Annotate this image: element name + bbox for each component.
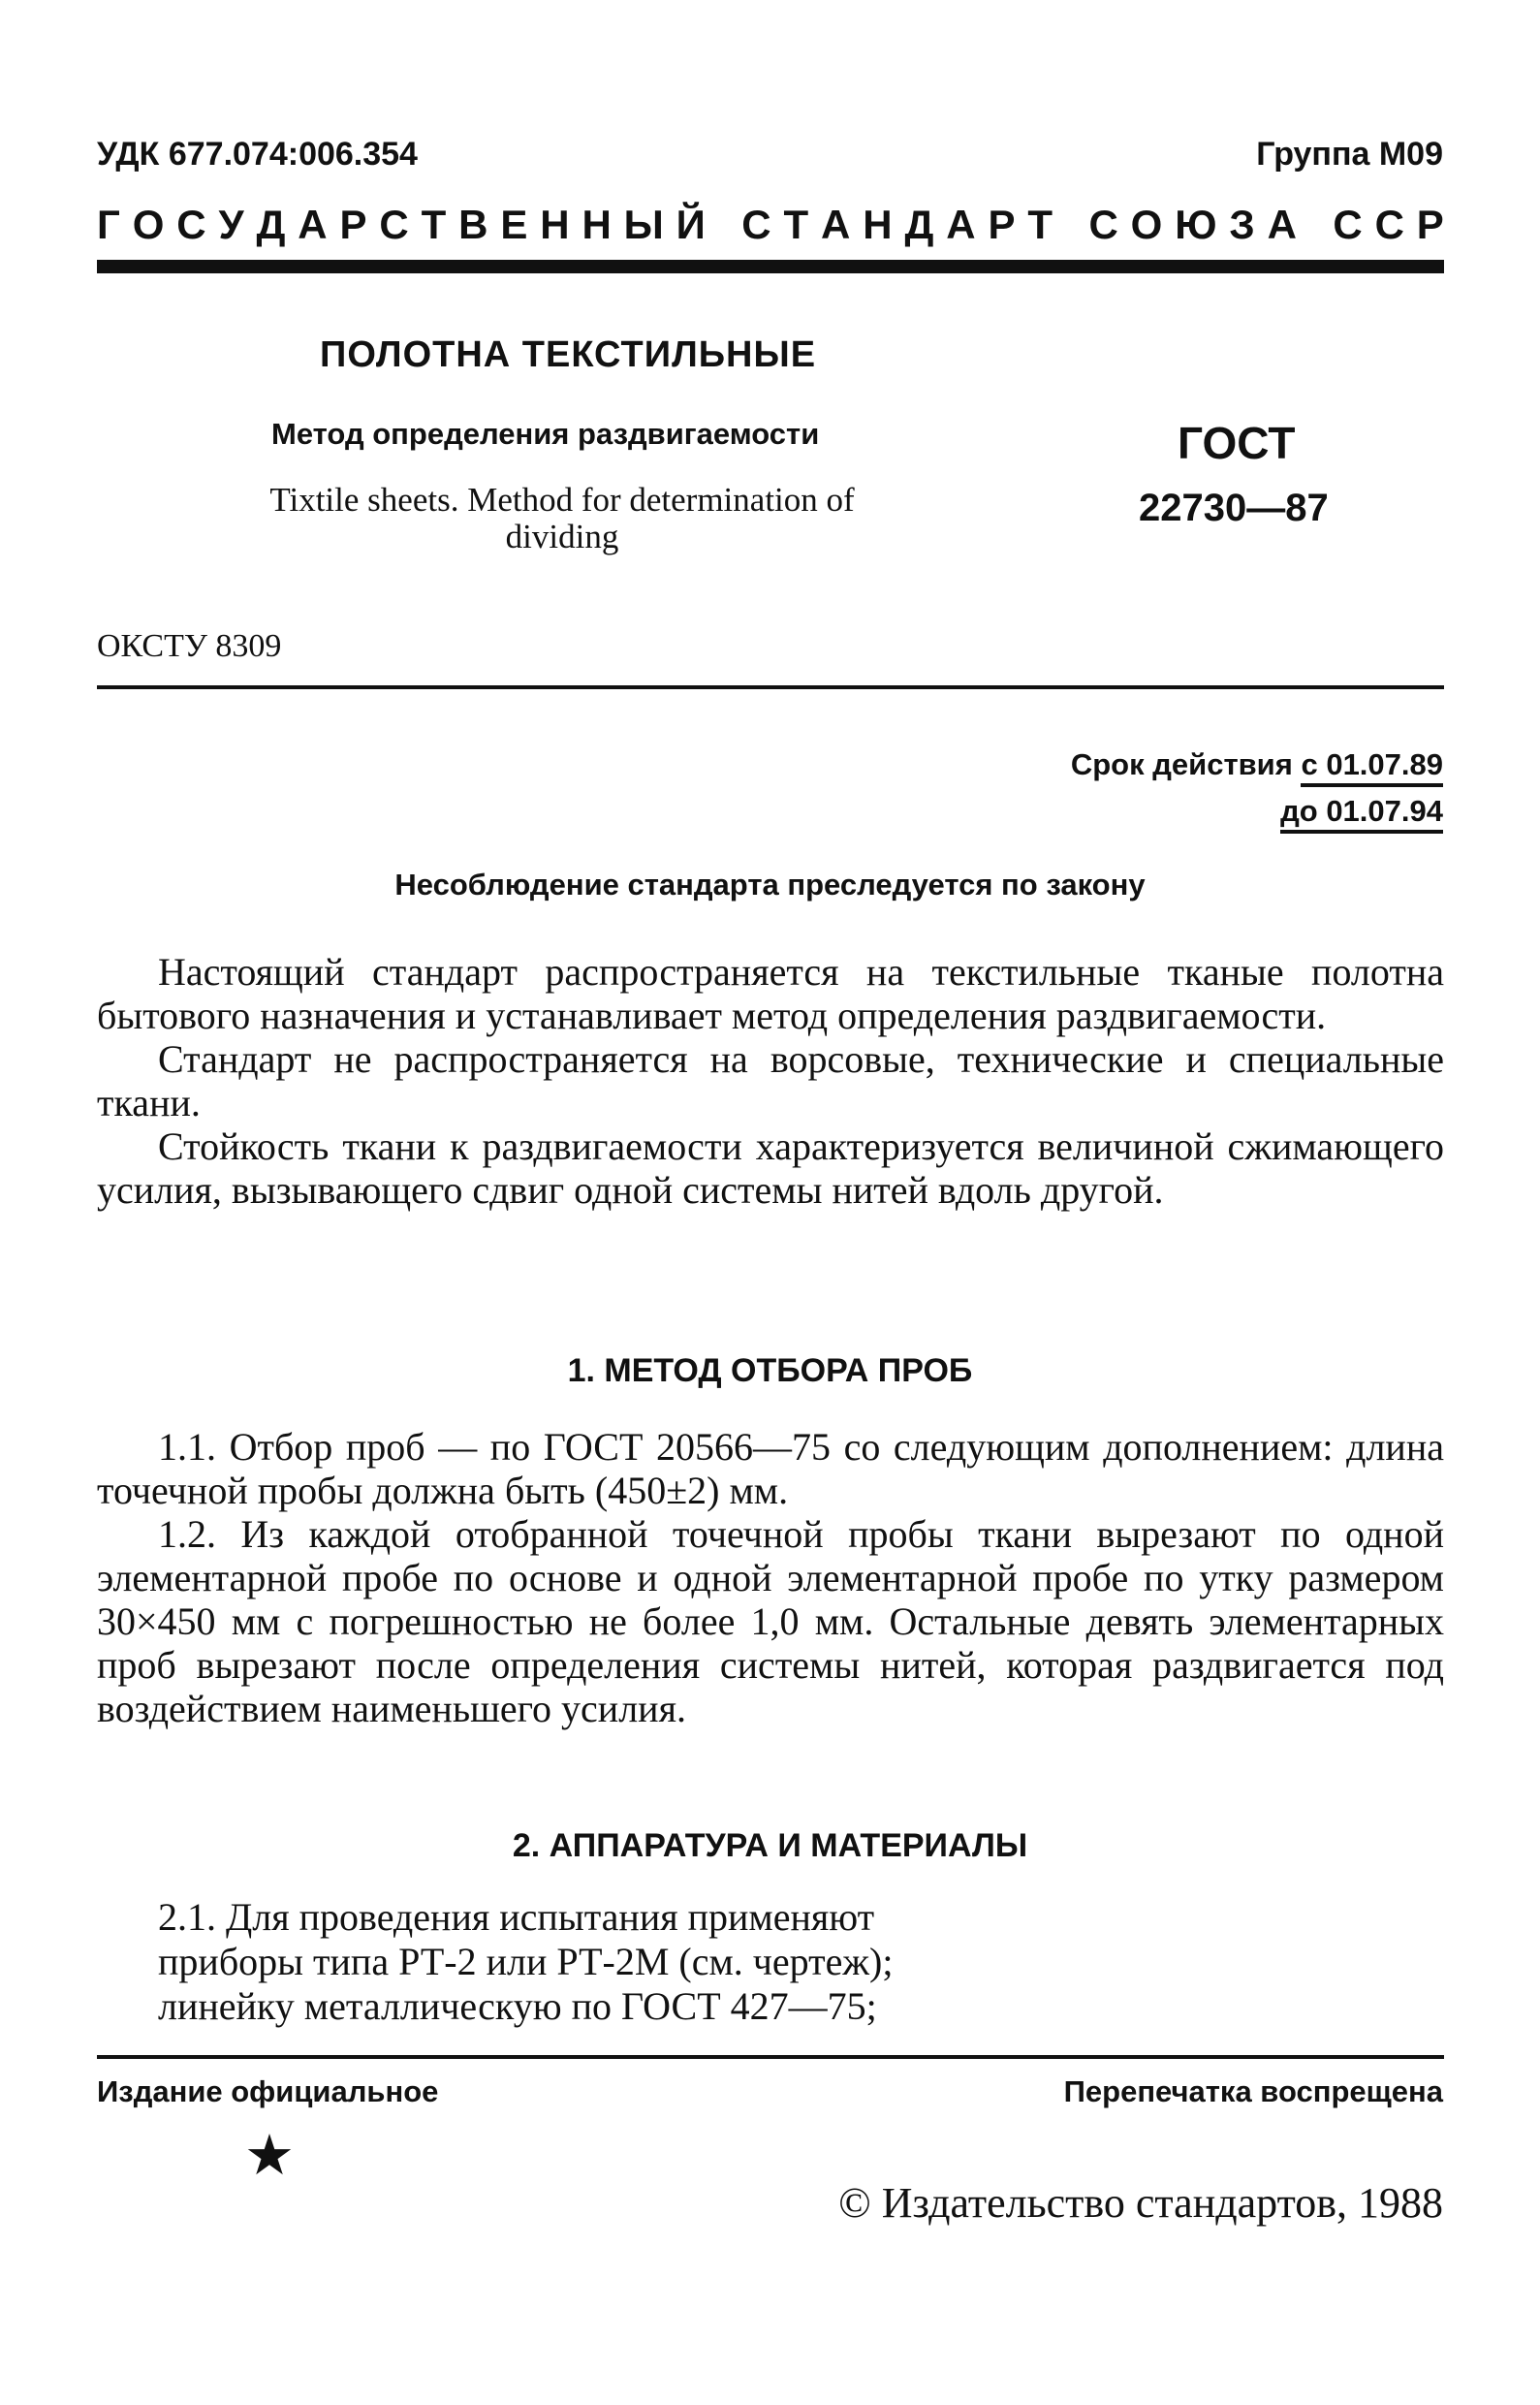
banner-letter: Т	[421, 202, 447, 247]
banner-letter: С	[1333, 202, 1363, 247]
banner-letter: А	[1267, 202, 1297, 247]
banner-letter: Г	[97, 202, 120, 247]
banner-letter: Т	[783, 202, 809, 247]
section-1-text	[97, 1425, 1444, 1730]
header-thick-rule	[97, 260, 1444, 273]
banner-letter: Р	[339, 202, 367, 247]
banner-letter: Е	[500, 202, 528, 247]
udk-code: УДК 677.074:006.354	[97, 136, 418, 173]
banner-letter	[1065, 202, 1077, 248]
banner-letter: С	[176, 202, 206, 247]
banner-letter: Д	[904, 202, 934, 247]
banner-letter	[1309, 202, 1321, 248]
banner-letter: С	[379, 202, 409, 247]
copyright-notice: © Издательство стандартов, 1988	[838, 2179, 1443, 2227]
banner-letter: С	[1088, 202, 1118, 247]
banner-letter: В	[458, 202, 488, 247]
intro-paragraph: Стандарт не распространяется на ворсовые, технические и специальные ткани.	[97, 1037, 1444, 1124]
subtitle-russian: Метод определения раздвигаемости	[271, 417, 820, 451]
section-paragraph: 1.2. Из каждой отобранной точечной пробы ткани вырезают по одной элементарной пробе по основе и одной элементарной пробе по утку размером 30×450 мм с погрешностью не более 1,0 мм. Остальные девять элементарных проб вырезают после определения системы нитей, которая раздвигается под воздействием наименьшего усилия.	[97, 1512, 1444, 1730]
section-line: приборы типа РТ-2 или РТ-2М (см. чертеж);	[158, 1940, 894, 1983]
banner-letter: З	[1229, 202, 1255, 247]
section-line: 2.1. Для проведения испытания применяют	[158, 1895, 875, 1939]
subtitle-english: Tixtile sheets. Method for determination of dividing	[269, 481, 855, 555]
footer-rule	[97, 2055, 1444, 2059]
reprint-prohibited-note: Перепечатка воспрещена	[1063, 2074, 1443, 2108]
banner-letter: А	[821, 202, 851, 247]
section-paragraph: 1.1. Отбор проб — по ГОСТ 20566—75 со следующим дополнением: длина точечной пробы должна быть (450±2) мм.	[97, 1425, 1444, 1512]
banner-letter: Й	[676, 202, 706, 247]
banner-letter: А	[946, 202, 976, 247]
gost-number: 22730—87	[1139, 487, 1329, 529]
banner-letter: Н	[581, 202, 612, 247]
section-line: линейку металлическую по ГОСТ 427—75;	[158, 1984, 877, 2028]
section-2-text	[158, 1895, 893, 2029]
group-code: Группа М09	[1256, 136, 1443, 173]
validity-to: до 01.07.94	[1280, 794, 1443, 834]
banner-letter: Р	[1416, 202, 1444, 247]
banner-letter: О	[132, 202, 165, 247]
banner-letter: У	[218, 202, 244, 247]
banner-letter: Н	[540, 202, 570, 247]
banner-letter: Н	[863, 202, 893, 247]
state-standard-banner	[97, 202, 1444, 248]
official-edition-note: Издание официальное	[97, 2074, 439, 2108]
validity-label: Срок действия	[1070, 747, 1293, 781]
section-1-heading: 1. МЕТОД ОТБОРА ПРОБ	[567, 1352, 973, 1389]
banner-letter	[718, 202, 730, 248]
divider-rule	[97, 685, 1444, 689]
validity-from: с 01.07.89	[1301, 747, 1443, 787]
section-2-heading: 2. АППАРАТУРА И МАТЕРИАЛЫ	[512, 1827, 1028, 1864]
document-title: ПОЛОТНА ТЕКСТИЛЬНЫЕ	[320, 334, 817, 375]
banner-letter: С	[1374, 202, 1404, 247]
legal-warning: Несоблюдение стандарта преследуется по закону	[394, 868, 1146, 902]
okstu-code: ОКСТУ 8309	[97, 628, 282, 664]
banner-letter: Т	[1027, 202, 1053, 247]
banner-letter: С	[741, 202, 771, 247]
banner-letter: Р	[988, 202, 1016, 247]
intro-paragraph: Стойкость ткани к раздвигаемости характеризуется величиной сжимающего усилия, вызывающего сдвиг одной системы нитей вдоль другой.	[97, 1124, 1444, 1212]
validity-period	[1071, 742, 1443, 835]
gost-label: ГОСТ	[1178, 418, 1296, 468]
intro-paragraph: Настоящий стандарт распространяется на текстильные тканые полотна бытового назначения и устанавливает метод определения раздвигаемости.	[97, 950, 1444, 1037]
banner-letter: Ю	[1175, 202, 1217, 247]
banner-letter: А	[298, 202, 328, 247]
star-icon: ★	[244, 2124, 295, 2187]
banner-letter: О	[1130, 202, 1163, 247]
banner-letter: Д	[256, 202, 286, 247]
intro-text	[97, 950, 1444, 1212]
banner-letter: Ы	[623, 202, 664, 247]
